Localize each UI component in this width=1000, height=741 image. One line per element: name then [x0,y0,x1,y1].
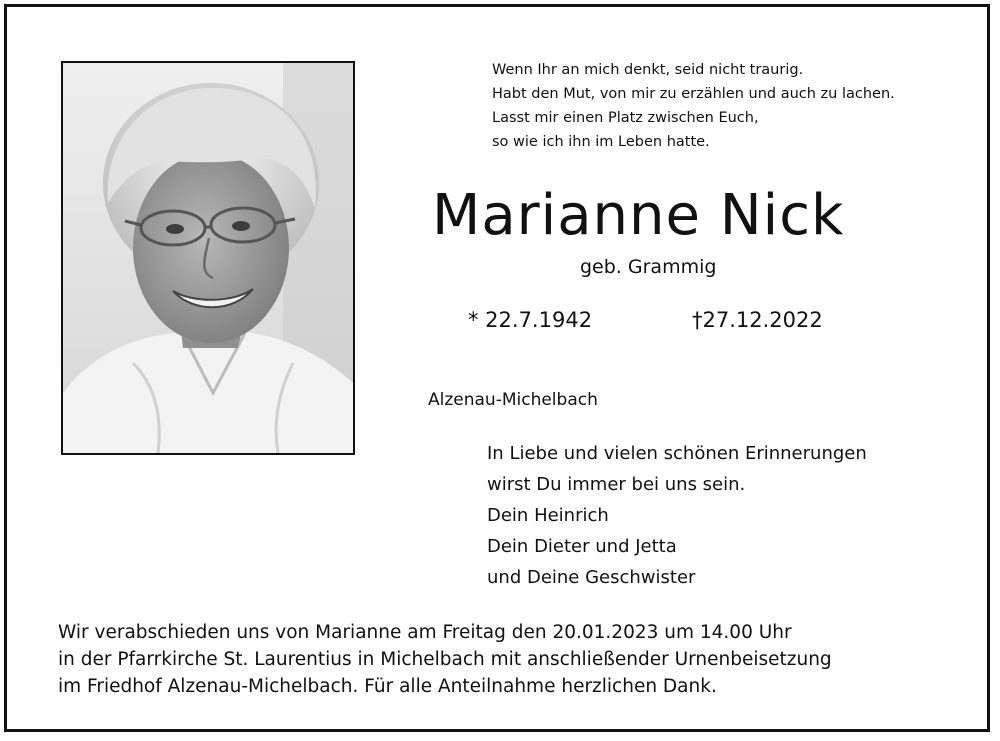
mourners-block [487,438,867,593]
deceased-name: Marianne Nick [432,183,845,248]
mourners-line: Dein Dieter und Jetta [487,536,677,557]
mourners-line: und Deine Geschwister [487,567,696,588]
birth-date: * 22.7.1942 [468,308,593,332]
poem-line: Lasst mir einen Platz zwischen Euch, [492,110,759,126]
poem-line: so wie ich ihn im Leben hatte. [492,134,710,150]
mourners-line: In Liebe und vielen schönen Erinnerungen [487,443,867,464]
poem-line: Habt den Mut, von mir zu erzählen und auch zu lachen. [492,86,895,102]
memorial-poem [492,58,962,154]
death-date: †27.12.2022 [692,308,823,332]
mourners-line: Dein Heinrich [487,505,609,526]
portrait-photo [61,61,355,455]
poem-line: Wenn Ihr an mich denkt, seid nicht traurig. [492,62,804,78]
portrait-icon [63,63,353,453]
notice-line: Wir verabschieden uns von Marianne am Freitag den 20.01.2023 um 14.00 Uhr [58,622,792,643]
notice-line: im Friedhof Alzenau-Michelbach. Für alle Anteilnahme herzlichen Dank. [58,676,717,697]
funeral-notice [58,619,978,700]
mourners-line: wirst Du immer bei uns sein. [487,474,746,495]
notice-line: in der Pfarrkirche St. Laurentius in Michelbach mit anschließender Urnenbeisetzung [58,649,832,670]
place-of-residence: Alzenau-Michelbach [428,390,598,410]
maiden-name: geb. Grammig [580,256,717,278]
